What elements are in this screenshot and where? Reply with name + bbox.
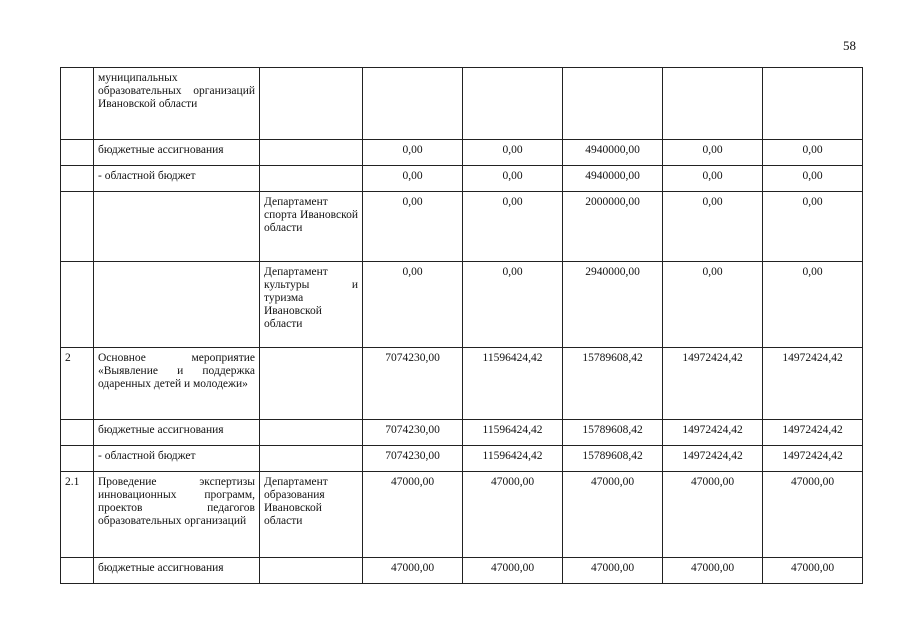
value-cell: 0,00 <box>463 262 563 348</box>
value-cell: 14972424,42 <box>763 420 863 446</box>
row-responsible: Департамент образования Ивановской области <box>260 472 363 558</box>
value-cell: 11596424,42 <box>463 348 563 420</box>
row-responsible: Департамент культуры и туризма Ивановской области <box>260 262 363 348</box>
value-cell: 0,00 <box>463 166 563 192</box>
value-cell <box>663 68 763 140</box>
table-row <box>61 472 863 558</box>
value-cell: 14972424,42 <box>663 446 763 472</box>
value-cell: 47000,00 <box>463 472 563 558</box>
value-cell: 14972424,42 <box>663 420 763 446</box>
value-cell: 14972424,42 <box>763 348 863 420</box>
row-description: бюджетные ассигнования <box>94 420 260 446</box>
table-row <box>61 68 863 140</box>
row-responsible <box>260 348 363 420</box>
value-cell: 0,00 <box>663 262 763 348</box>
row-description: муниципальных образовательных организаций Ивановской области <box>94 68 260 140</box>
row-index <box>61 68 94 140</box>
value-cell: 15789608,42 <box>563 446 663 472</box>
table-row <box>61 348 863 420</box>
table-row <box>61 166 863 192</box>
row-index <box>61 166 94 192</box>
row-index <box>61 446 94 472</box>
value-cell: 11596424,42 <box>463 446 563 472</box>
row-description: Основное мероприятие «Выявление и поддержка одаренных детей и молодежи» <box>94 348 260 420</box>
value-cell: 47000,00 <box>663 558 763 584</box>
value-cell <box>463 68 563 140</box>
table-row <box>61 262 863 348</box>
value-cell: 11596424,42 <box>463 420 563 446</box>
row-description <box>94 192 260 262</box>
row-index <box>61 420 94 446</box>
value-cell: 47000,00 <box>663 472 763 558</box>
value-cell: 2940000,00 <box>563 262 663 348</box>
value-cell: 0,00 <box>463 192 563 262</box>
row-index: 2.1 <box>61 472 94 558</box>
row-index <box>61 140 94 166</box>
value-cell: 4940000,00 <box>563 140 663 166</box>
value-cell: 0,00 <box>663 192 763 262</box>
value-cell: 0,00 <box>763 262 863 348</box>
row-index <box>61 192 94 262</box>
value-cell: 15789608,42 <box>563 420 663 446</box>
value-cell: 47000,00 <box>763 472 863 558</box>
row-description: бюджетные ассигнования <box>94 558 260 584</box>
value-cell: 0,00 <box>363 166 463 192</box>
value-cell: 14972424,42 <box>763 446 863 472</box>
value-cell: 0,00 <box>363 262 463 348</box>
row-description: бюджетные ассигнования <box>94 140 260 166</box>
value-cell: 0,00 <box>363 192 463 262</box>
value-cell: 0,00 <box>763 192 863 262</box>
value-cell: 0,00 <box>763 140 863 166</box>
row-responsible <box>260 140 363 166</box>
row-description <box>94 262 260 348</box>
value-cell: 0,00 <box>463 140 563 166</box>
value-cell: 2000000,00 <box>563 192 663 262</box>
value-cell <box>763 68 863 140</box>
value-cell: 0,00 <box>663 166 763 192</box>
value-cell: 47000,00 <box>563 558 663 584</box>
value-cell: 47000,00 <box>363 558 463 584</box>
value-cell: 0,00 <box>663 140 763 166</box>
row-responsible <box>260 558 363 584</box>
value-cell: 47000,00 <box>563 472 663 558</box>
row-responsible <box>260 68 363 140</box>
value-cell: 0,00 <box>363 140 463 166</box>
row-index: 2 <box>61 348 94 420</box>
row-responsible <box>260 446 363 472</box>
value-cell: 7074230,00 <box>363 420 463 446</box>
row-description: - областной бюджет <box>94 446 260 472</box>
value-cell: 4940000,00 <box>563 166 663 192</box>
row-responsible <box>260 420 363 446</box>
row-description: Проведение экспертизы инновационных программ, проектов педагогов образовательных организаций <box>94 472 260 558</box>
table-row <box>61 140 863 166</box>
table-row <box>61 558 863 584</box>
value-cell: 7074230,00 <box>363 446 463 472</box>
value-cell: 0,00 <box>763 166 863 192</box>
row-responsible <box>260 166 363 192</box>
budget-table <box>60 67 863 584</box>
row-index <box>61 262 94 348</box>
value-cell: 47000,00 <box>463 558 563 584</box>
table-row <box>61 420 863 446</box>
row-description: - областной бюджет <box>94 166 260 192</box>
row-responsible: Департамент спорта Ивановской области <box>260 192 363 262</box>
value-cell: 14972424,42 <box>663 348 763 420</box>
table-row <box>61 192 863 262</box>
page-number: 58 <box>843 38 856 53</box>
value-cell: 15789608,42 <box>563 348 663 420</box>
table-row <box>61 446 863 472</box>
value-cell: 47000,00 <box>363 472 463 558</box>
value-cell <box>563 68 663 140</box>
value-cell: 7074230,00 <box>363 348 463 420</box>
row-index <box>61 558 94 584</box>
value-cell <box>363 68 463 140</box>
value-cell: 47000,00 <box>763 558 863 584</box>
